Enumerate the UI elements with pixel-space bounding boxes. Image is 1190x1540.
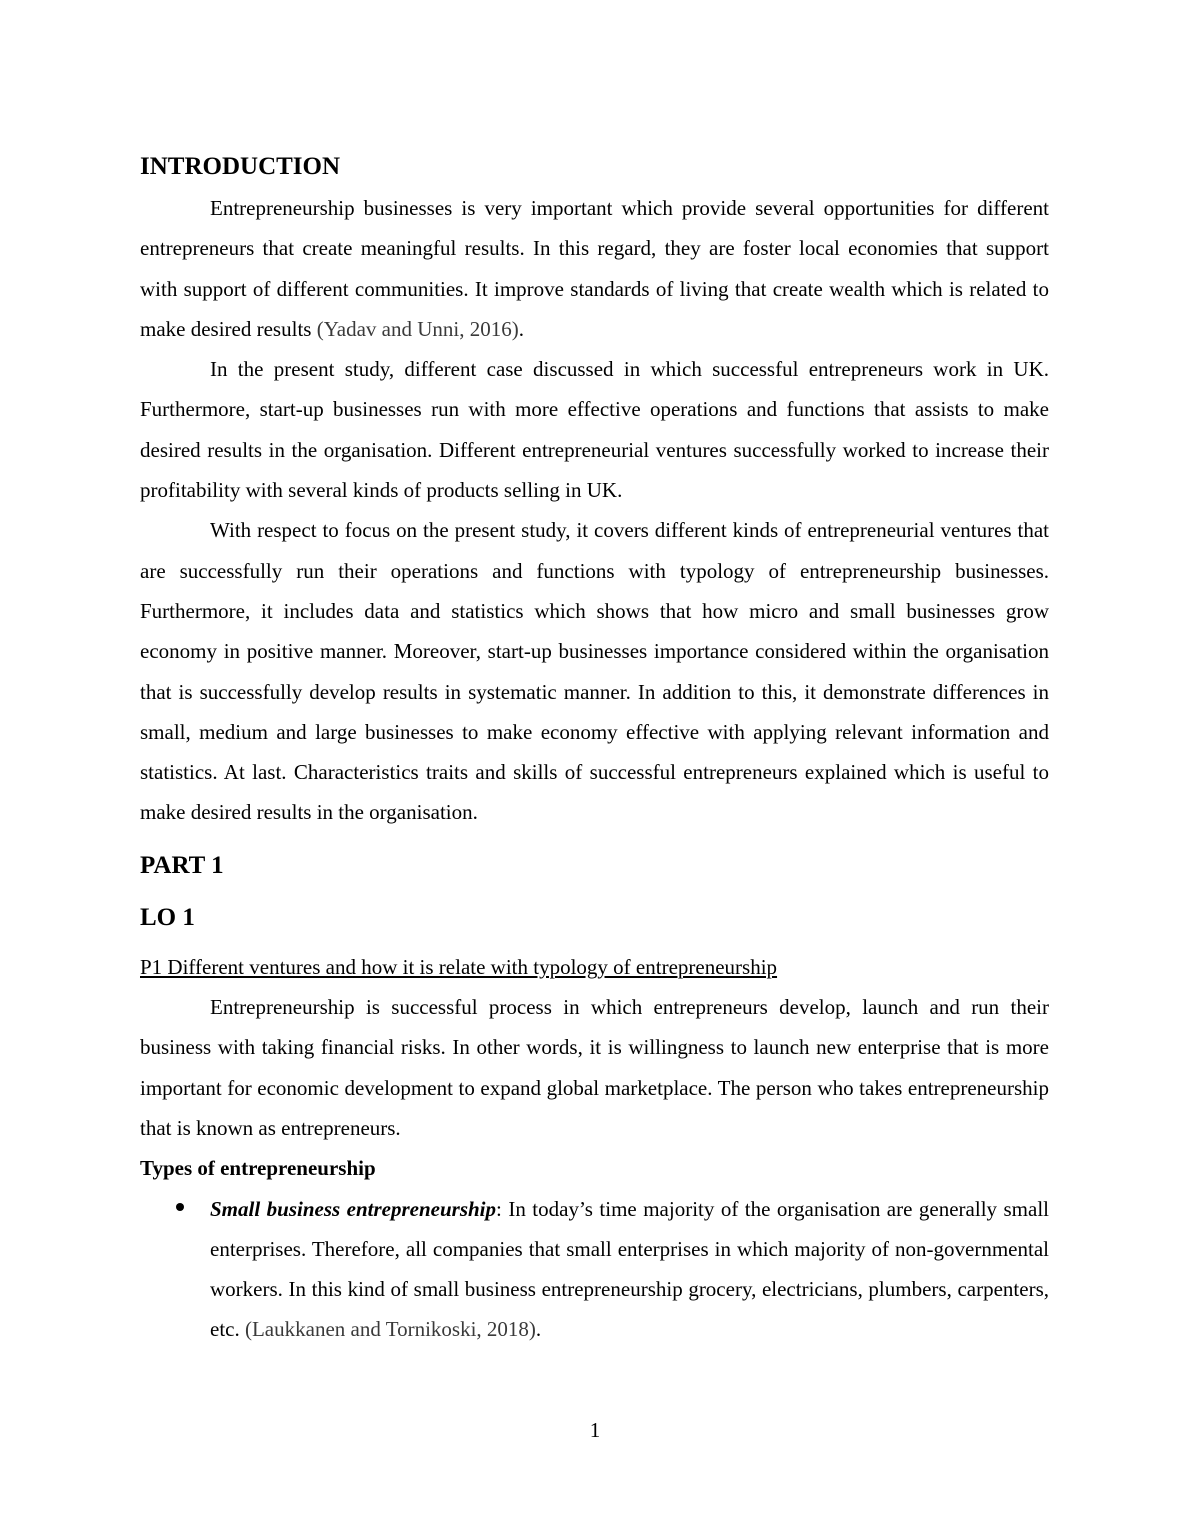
p1-paragraph: Entrepreneurship is successful process in which entrepreneurs develop, launch and run their business with taking financial risks. In other words, it is willingness to launch new enterprise that is more important for economic development to expand global marketplace. The person who takes entrepreneurship that is known as entrepreneurs. <box>140 995 1049 1140</box>
bullet-small-business <box>140 1189 1049 1350</box>
bullet-end: . <box>535 1317 542 1342</box>
citation-laukkanen-tornikoski: (Laukkanen and Tornikoski, 2018) <box>244 1317 536 1342</box>
p1-subheading: P1 Different ventures and how it is relate with typology of entrepreneurship <box>140 954 778 979</box>
intro-paragraph-2: In the present study, different case discussed in which successful entrepreneurs work in UK. Furthermore, start-up businesses run with more effective operations and functions that assists to make desired results in the organisation. Different entrepreneurial ventures successfully worked to increase their profitability with several kinds of products selling in UK. <box>140 357 1049 503</box>
bullet-dot-icon <box>176 1203 184 1211</box>
intro-paragraph-1-end: . <box>518 316 524 341</box>
intro-paragraph-1 <box>140 188 1049 349</box>
document-page <box>140 148 1049 1350</box>
intro-paragraph-1-text: Entrepreneurship businesses is very important which provide several opportunities for different entrepreneurs that create meaningful results. In this regard, they are foster local economies that support with support of different communities. It improve standards of living that create wealth which is related to make desired results <box>140 196 1049 341</box>
part-1-heading: PART 1 <box>140 851 224 879</box>
citation-yadav-unni: (Yadav and Unni, 2016) <box>316 316 519 341</box>
lo-1-heading: LO 1 <box>140 903 195 931</box>
bullet-text: In today’s time majority of the organisation are generally small enterprises. Therefore, all companies that small enterprises in which majority of non-governmental workers. In this kind of small business entrepreneurship grocery, electricians, plumbers, carpenters, etc. <box>210 1196 1050 1342</box>
types-of-entrepreneurship-heading: Types of entrepreneurship <box>140 1156 376 1181</box>
bullet-term: Small business entrepreneurship <box>210 1196 497 1221</box>
introduction-heading: INTRODUCTION <box>140 153 341 180</box>
page-number: 1 <box>589 1418 601 1442</box>
intro-paragraph-3: With respect to focus on the present study, it covers different kinds of entrepreneurial ventures that are successfully run their operations and functions with typology of entrepreneurship businesses. Furthermore, it includes data and statistics which shows that how micro and small businesses grow economy in positive manner. Moreover, start-up businesses importance considered within the organisation that is successfully develop results in systematic manner. In addition to this, it demonstrate differences in small, medium and large businesses to make economy effective with applying relevant information and statistics. At last. Characteristics traits and skills of successful entrepreneurs explained which is useful to make desired results in the organisation. <box>140 518 1049 825</box>
bullet-separator: : <box>496 1196 502 1221</box>
